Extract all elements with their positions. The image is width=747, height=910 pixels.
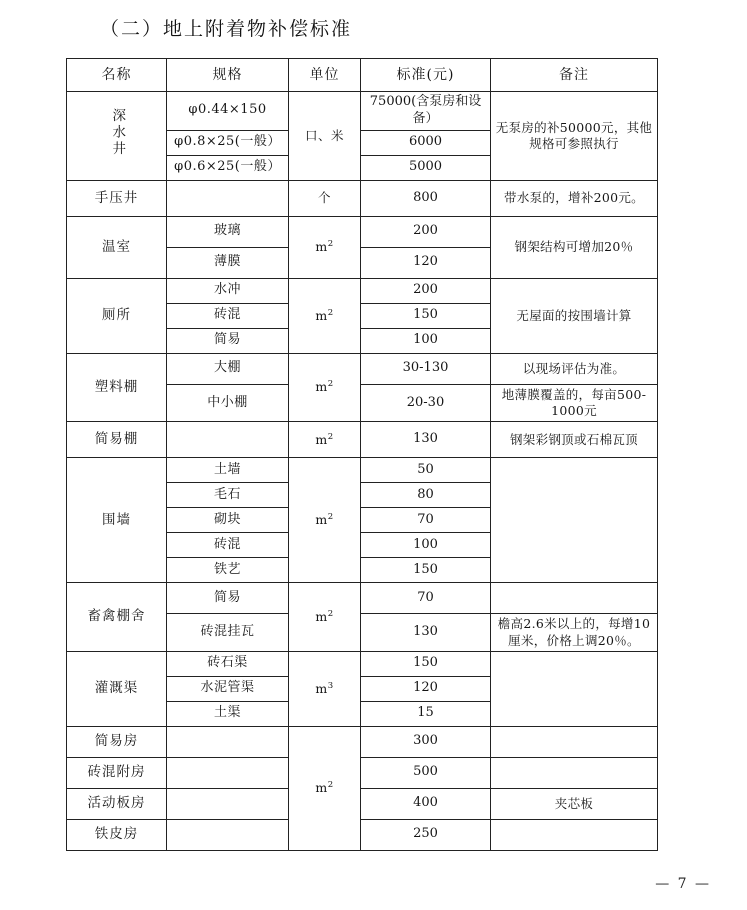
- cell-spec: φ0.44×150: [167, 92, 289, 131]
- cell-remark: 檐高2.6米以上的，每增10厘米，价格上调20％。: [491, 614, 658, 652]
- cell-name: 厕所: [67, 278, 167, 353]
- column-header-remark: 备注: [491, 59, 658, 92]
- cell-spec: [167, 180, 289, 216]
- cell-spec: 砖混: [167, 303, 289, 328]
- cell-name: 围墙: [67, 458, 167, 583]
- cell-remark: 无屋面的按围墙计算: [491, 278, 658, 353]
- cell-unit: $m^2$: [289, 726, 361, 850]
- cell-name: 温室: [67, 216, 167, 278]
- cell-standard-value: 100: [361, 533, 491, 558]
- cell-remark: 钢架结构可增加20％: [491, 216, 658, 278]
- table-row: [67, 180, 658, 216]
- cell-name: [67, 92, 167, 181]
- cell-unit: $m^2$: [289, 216, 361, 278]
- cell-standard-value: 250: [361, 819, 491, 850]
- cell-spec: 简易: [167, 583, 289, 614]
- cell-standard-value: 80: [361, 483, 491, 508]
- cell-remark: 以现场评估为准。: [491, 353, 658, 384]
- cell-remark: 地薄膜覆盖的，每亩500-1000元: [491, 384, 658, 422]
- cell-remark: 无泵房的补50000元，其他规格可参照执行: [491, 92, 658, 181]
- cell-spec: [167, 422, 289, 458]
- cell-spec: 毛石: [167, 483, 289, 508]
- cell-name: 铁皮房: [67, 819, 167, 850]
- cell-standard-value: 75000(含泵房和设备）: [361, 92, 491, 131]
- cell-spec: 简易: [167, 328, 289, 353]
- cell-name: 灌溉渠: [67, 651, 167, 726]
- cell-spec: 砖石渠: [167, 651, 289, 676]
- column-header-spec: 规格: [167, 59, 289, 92]
- cell-standard-value: 50: [361, 458, 491, 483]
- cell-spec: 砌块: [167, 508, 289, 533]
- cell-unit: $m^2$: [289, 278, 361, 353]
- cell-unit: $m^2$: [289, 422, 361, 458]
- cell-name: 砖混附房: [67, 757, 167, 788]
- table-header-row: [67, 59, 658, 92]
- cell-unit: $m^2$: [289, 583, 361, 652]
- cell-remark: 钢架彩钢顶或石棉瓦顶: [491, 422, 658, 458]
- cell-name: 简易房: [67, 726, 167, 757]
- cell-unit: 个: [289, 180, 361, 216]
- table-row: [67, 757, 658, 788]
- cell-standard-value: 70: [361, 508, 491, 533]
- cell-standard-value: 30-130: [361, 353, 491, 384]
- cell-standard-value: 130: [361, 422, 491, 458]
- cell-standard-value: 15: [361, 701, 491, 726]
- vertical-name-text: 深水井: [109, 108, 126, 158]
- cell-spec: 砖混挂瓦: [167, 614, 289, 652]
- cell-spec: φ0.6×25(一般）: [167, 155, 289, 180]
- table-row: [67, 726, 658, 757]
- column-header-name: 名称: [67, 59, 167, 92]
- cell-spec: φ0.8×25(一般）: [167, 130, 289, 155]
- cell-name: 活动板房: [67, 788, 167, 819]
- cell-remark: 带水泵的，增补200元。: [491, 180, 658, 216]
- cell-name: 畜禽棚舍: [67, 583, 167, 652]
- cell-standard-value: 120: [361, 676, 491, 701]
- table-body: [67, 92, 658, 851]
- cell-spec: [167, 788, 289, 819]
- cell-standard-value: 70: [361, 583, 491, 614]
- table-row: [67, 819, 658, 850]
- cell-standard-value: 130: [361, 614, 491, 652]
- compensation-standards-table: [66, 58, 658, 851]
- column-header-standard: 标准(元): [361, 59, 491, 92]
- table-row: [67, 583, 658, 614]
- cell-spec: 水冲: [167, 278, 289, 303]
- cell-remark: [491, 757, 658, 788]
- cell-name: 塑料棚: [67, 353, 167, 422]
- page-number: — 7 —: [655, 876, 711, 892]
- cell-standard-value: 500: [361, 757, 491, 788]
- table-row: [67, 278, 658, 303]
- cell-spec: 大棚: [167, 353, 289, 384]
- cell-spec: 土渠: [167, 701, 289, 726]
- cell-spec: [167, 726, 289, 757]
- cell-standard-value: 200: [361, 278, 491, 303]
- cell-name: 手压井: [67, 180, 167, 216]
- cell-remark: [491, 458, 658, 583]
- cell-standard-value: 120: [361, 247, 491, 278]
- cell-standard-value: 200: [361, 216, 491, 247]
- cell-standard-value: 6000: [361, 130, 491, 155]
- cell-standard-value: 5000: [361, 155, 491, 180]
- cell-standard-value: 800: [361, 180, 491, 216]
- cell-name: 简易棚: [67, 422, 167, 458]
- cell-standard-value: 150: [361, 303, 491, 328]
- cell-standard-value: 20-30: [361, 384, 491, 422]
- table-row: [67, 92, 658, 131]
- table-row: [67, 353, 658, 384]
- cell-spec: 中小棚: [167, 384, 289, 422]
- cell-standard-value: 400: [361, 788, 491, 819]
- cell-unit: $m^3$: [289, 651, 361, 726]
- cell-remark: [491, 583, 658, 614]
- cell-remark: [491, 819, 658, 850]
- cell-spec: 铁艺: [167, 558, 289, 583]
- cell-remark: [491, 726, 658, 757]
- cell-unit: $m^2$: [289, 353, 361, 422]
- cell-spec: [167, 757, 289, 788]
- cell-remark: 夹芯板: [491, 788, 658, 819]
- cell-spec: 砖混: [167, 533, 289, 558]
- cell-standard-value: 150: [361, 558, 491, 583]
- cell-unit: 口、米: [289, 92, 361, 181]
- table-row: [67, 788, 658, 819]
- column-header-unit: 单位: [289, 59, 361, 92]
- cell-spec: [167, 819, 289, 850]
- cell-standard-value: 300: [361, 726, 491, 757]
- cell-unit: $m^2$: [289, 458, 361, 583]
- cell-spec: 土墙: [167, 458, 289, 483]
- cell-remark: [491, 651, 658, 726]
- cell-spec: 水泥管渠: [167, 676, 289, 701]
- table-row: [67, 422, 658, 458]
- page-title: （二）地上附着物补偿标准: [100, 18, 353, 40]
- cell-spec: 薄膜: [167, 247, 289, 278]
- table-row: [67, 458, 658, 483]
- table-row: [67, 216, 658, 247]
- cell-standard-value: 150: [361, 651, 491, 676]
- cell-spec: 玻璃: [167, 216, 289, 247]
- cell-standard-value: 100: [361, 328, 491, 353]
- table-row: [67, 651, 658, 676]
